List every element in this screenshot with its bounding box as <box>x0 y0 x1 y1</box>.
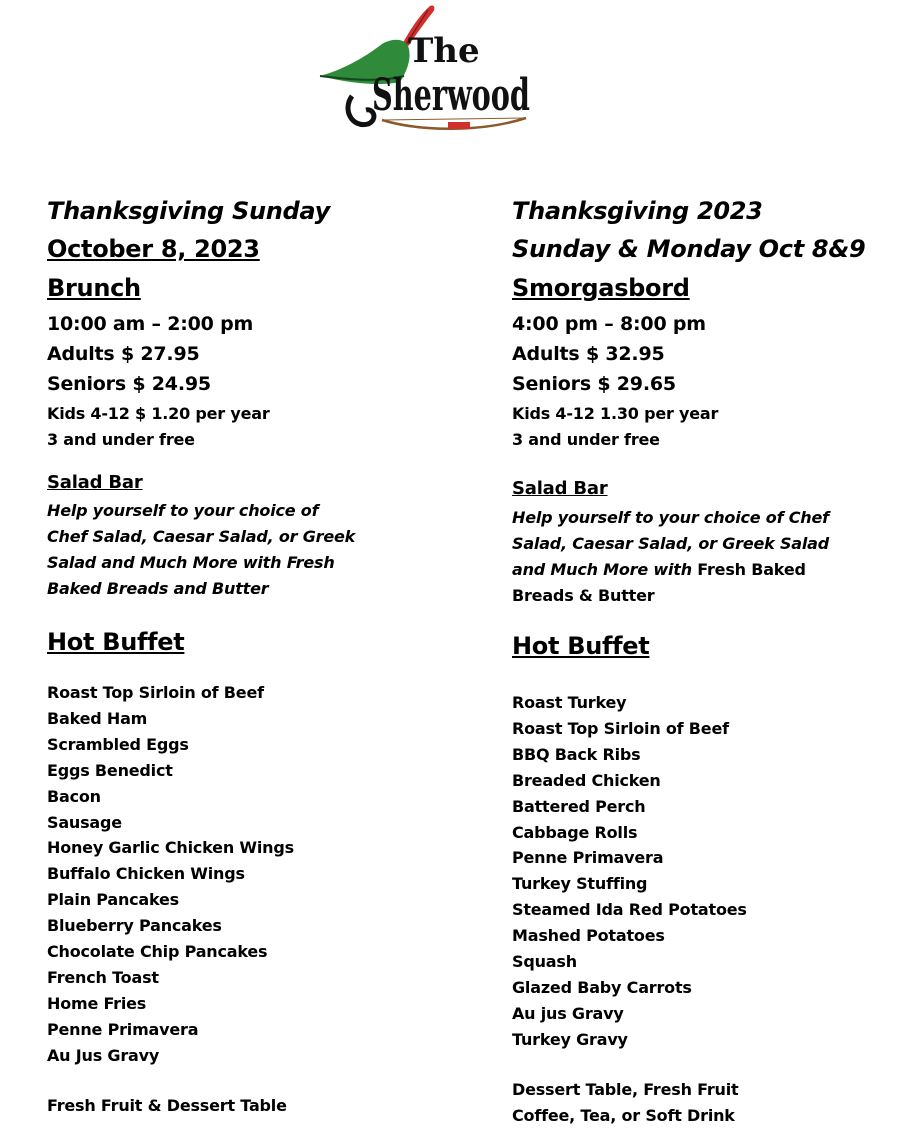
left-salad-description: Help yourself to your choice of Chef Salad, Caesar Salad, or Greek Salad and Much More with Fresh Baked Breads and Butter <box>47 501 356 598</box>
right-title-2: Sunday & Monday Oct 8&9 <box>512 235 866 263</box>
left-title-date: October 8, 2023 <box>47 235 260 263</box>
buffet-item: Mashed Potatoes <box>512 926 665 946</box>
buffet-item: Cabbage Rolls <box>512 822 638 842</box>
left-buffet-list <box>47 680 294 1069</box>
buffet-item: Eggs Benedict <box>47 760 173 780</box>
buffet-item: Blueberry Pancakes <box>47 916 222 936</box>
buffet-item: French Toast <box>47 967 159 987</box>
buffet-item: Steamed Ida Red Potatoes <box>512 900 747 920</box>
right-footer-2: Coffee, Tea, or Soft Drink <box>512 1106 735 1125</box>
right-salad-description <box>512 505 842 609</box>
buffet-item: Turkey Stuffing <box>512 874 648 894</box>
logo-sherwood: Sherwood <box>372 70 530 121</box>
buffet-item: Roast Top Sirloin of Beef <box>512 718 729 738</box>
left-kids-price: Kids 4-12 $ 1.20 per year <box>47 404 270 423</box>
buffet-item: Scrambled Eggs <box>47 734 189 754</box>
right-adults-price: Adults $ 32.95 <box>512 343 665 365</box>
buffet-item: Sausage <box>47 812 122 832</box>
right-under-free: 3 and under free <box>512 430 660 449</box>
left-buffet-heading: Hot Buffet <box>47 628 185 656</box>
buffet-item: BBQ Back Ribs <box>512 744 641 764</box>
right-seniors-price: Seniors $ 29.65 <box>512 373 676 395</box>
buffet-item: Honey Garlic Chicken Wings <box>47 838 294 858</box>
buffet-item: Penne Primavera <box>47 1019 199 1039</box>
right-salad-italic: Help yourself to your choice of Chef Salad, Caesar Salad, or Greek Salad and Much More with <box>512 508 830 579</box>
right-kids-price: Kids 4-12 1.30 per year <box>512 404 719 423</box>
left-title-1: Thanksgiving Sunday <box>47 197 330 225</box>
buffet-item: Roast Turkey <box>512 693 627 712</box>
logo-the: The <box>408 31 480 71</box>
left-salad-heading: Salad Bar <box>47 472 143 493</box>
buffet-item: Plain Pancakes <box>47 890 180 910</box>
buffet-item: Baked Ham <box>47 708 148 728</box>
right-hours: 4:00 pm – 8:00 pm <box>512 313 706 335</box>
left-seniors-price: Seniors $ 24.95 <box>47 373 211 395</box>
right-meal-heading: Smorgasbord <box>512 274 690 302</box>
right-footer-1: Dessert Table, Fresh Fruit <box>512 1080 739 1099</box>
buffet-item: Breaded Chicken <box>512 770 661 790</box>
right-buffet-list <box>512 690 747 1053</box>
buffet-item: Penne Primavera <box>512 848 664 868</box>
right-salad-heading: Salad Bar <box>512 478 608 499</box>
buffet-item: Bacon <box>47 786 101 806</box>
left-footer: Fresh Fruit & Dessert Table <box>47 1096 287 1115</box>
buffet-item: Glazed Baby Carrots <box>512 977 692 997</box>
right-buffet-heading: Hot Buffet <box>512 632 650 660</box>
left-adults-price: Adults $ 27.95 <box>47 343 200 365</box>
buffet-item: Home Fries <box>47 993 147 1013</box>
buffet-item: Buffalo Chicken Wings <box>47 864 245 884</box>
buffet-item: Au Jus Gravy <box>47 1045 160 1065</box>
buffet-item: Battered Perch <box>512 796 646 816</box>
right-salad-plain: Fresh Baked Breads & Butter <box>512 560 806 605</box>
buffet-item: Chocolate Chip Pancakes <box>47 942 268 962</box>
left-meal-heading: Brunch <box>47 274 141 302</box>
buffet-item: Squash <box>512 952 577 972</box>
left-hours: 10:00 am – 2:00 pm <box>47 313 254 335</box>
sherwood-logo <box>312 0 540 143</box>
buffet-item: Roast Top Sirloin of Beef <box>47 683 264 702</box>
right-title-1: Thanksgiving 2023 <box>512 197 763 225</box>
buffet-item: Turkey Gravy <box>512 1029 628 1049</box>
buffet-item: Au jus Gravy <box>512 1003 624 1023</box>
left-under-free: 3 and under free <box>47 430 195 449</box>
